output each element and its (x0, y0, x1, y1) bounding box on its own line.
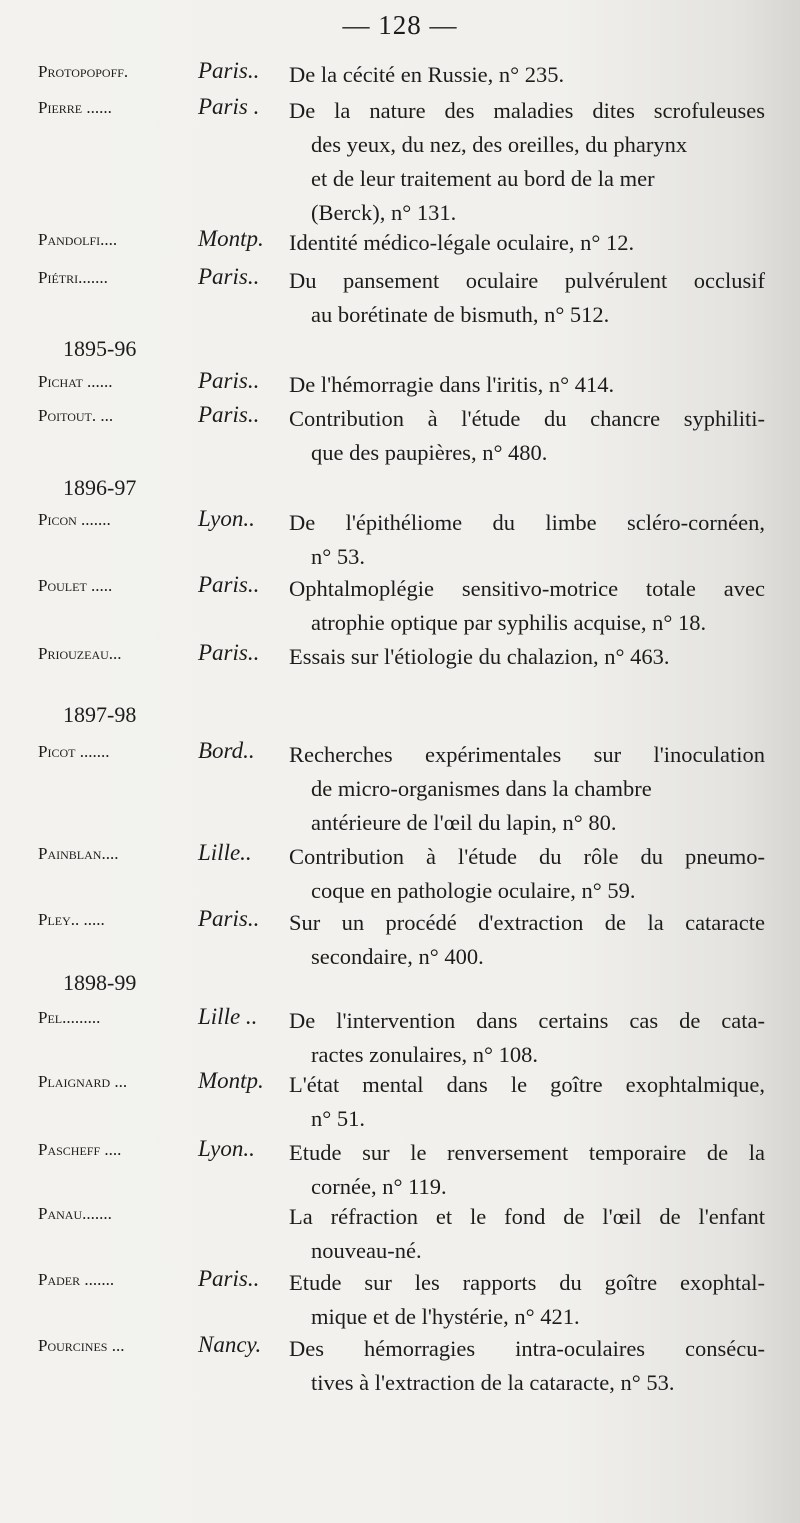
thesis-entry (0, 226, 800, 260)
university-city: Bord.. (198, 738, 255, 763)
thesis-entry (0, 368, 800, 402)
thesis-entry (0, 506, 800, 574)
year-heading: 1895-96 (63, 336, 137, 361)
thesis-entry (0, 58, 800, 92)
university-city: Paris.. (198, 58, 260, 83)
university-city: Lyon.. (198, 1136, 255, 1161)
year-heading: 1896-97 (63, 475, 137, 500)
title-line: et de leur traitement au bord de la mer (311, 166, 655, 191)
thesis-title (289, 906, 765, 974)
thesis-title (289, 226, 765, 260)
title-line: Des hémorragies intra-oculaires consécu- (289, 1336, 765, 1361)
thesis-entry (0, 906, 800, 974)
thesis-title (289, 1200, 765, 1268)
thesis-title (289, 506, 765, 574)
title-line: de micro-organismes dans la chambre (311, 776, 652, 801)
title-line: Identité médico-légale oculaire, n° 12. (289, 230, 635, 255)
author-name: Pader ....... (38, 1270, 115, 1289)
title-line: De l'hémorragie dans l'iritis, n° 414. (289, 372, 615, 397)
thesis-title (289, 1136, 765, 1204)
title-line: coque en pathologie oculaire, n° 59. (311, 878, 636, 903)
title-line: Du pansement oculaire pulvérulent occlusif (289, 268, 765, 293)
author-name: Poitout. ... (38, 406, 114, 425)
university-city: Paris.. (198, 906, 260, 931)
author-name: Piétri....... (38, 268, 108, 287)
university-city: Paris.. (198, 640, 260, 665)
author-name: Pichat ...... (38, 372, 113, 391)
author-name: Poulet ..... (38, 576, 113, 595)
title-line: De l'intervention dans certains cas de cata- (289, 1008, 765, 1033)
university-city: Montp. (198, 1068, 264, 1093)
title-line: atrophie optique par syphilis acquise, n° 18. (311, 610, 707, 635)
thesis-title (289, 1068, 765, 1136)
title-line: que des paupières, n° 480. (311, 440, 548, 465)
title-line: De la cécité en Russie, n° 235. (289, 62, 565, 87)
university-city: Lille .. (198, 1004, 258, 1029)
title-line: Contribution à l'étude du rôle du pneumo- (289, 844, 765, 869)
thesis-entry (0, 1068, 800, 1136)
thesis-title (289, 402, 765, 470)
thesis-entry (0, 1004, 800, 1072)
title-line: Etude sur le renversement temporaire de la (289, 1140, 765, 1165)
thesis-title (289, 264, 765, 332)
title-line: des yeux, du nez, des oreilles, du pharynx (311, 132, 688, 157)
thesis-entry (0, 840, 800, 908)
author-name: Painblan.... (38, 844, 119, 863)
thesis-entry (0, 572, 800, 640)
page-number: — 128 — (342, 10, 458, 40)
thesis-entry (0, 738, 800, 840)
thesis-entry (0, 1266, 800, 1334)
thesis-entry (0, 264, 800, 332)
thesis-entry (0, 402, 800, 470)
title-line: De la nature des maladies dites scrofuleuses (289, 98, 765, 123)
title-line: Etude sur les rapports du goître exophtal- (289, 1270, 765, 1295)
title-line: Essais sur l'étiologie du chalazion, n° 463. (289, 644, 670, 669)
thesis-entry (0, 1200, 800, 1268)
university-city: Paris.. (198, 1266, 260, 1291)
university-city: Montp. (198, 226, 264, 251)
title-line: au borétinate de bismuth, n° 512. (311, 302, 610, 327)
title-line: antérieure de l'œil du lapin, n° 80. (311, 810, 617, 835)
author-name: Picot ....... (38, 742, 110, 761)
title-line: mique et de l'hystérie, n° 421. (311, 1304, 580, 1329)
author-name: Pel......... (38, 1008, 101, 1027)
thesis-title (289, 58, 765, 92)
title-line: ractes zonulaires, n° 108. (311, 1042, 539, 1067)
university-city: Lille.. (198, 840, 252, 865)
author-name: Protopopoff. (38, 62, 129, 81)
author-name: Pley.. ..... (38, 910, 105, 929)
university-city: Nancy. (198, 1332, 262, 1357)
title-line: n° 53. (311, 544, 365, 569)
title-line: Ophtalmoplégie sensitivo-motrice totale avec (289, 576, 765, 601)
title-line: (Berck), n° 131. (311, 200, 457, 225)
title-line: Sur un procédé d'extraction de la cataracte (289, 910, 765, 935)
university-city: Paris.. (198, 572, 260, 597)
university-city: Paris . (198, 94, 260, 119)
thesis-title (289, 1266, 765, 1334)
university-city: Lyon.. (198, 506, 255, 531)
title-line: tives à l'extraction de la cataracte, n° 53. (311, 1370, 675, 1395)
year-heading: 1897-98 (63, 702, 137, 727)
title-line: nouveau-né. (311, 1238, 422, 1263)
title-line: L'état mental dans le goître exophtalmique, (289, 1072, 765, 1097)
author-name: Panau....... (38, 1204, 112, 1223)
thesis-title (289, 738, 765, 840)
title-line: Recherches expérimentales sur l'inoculation (289, 742, 765, 767)
university-city: Paris.. (198, 402, 260, 427)
author-name: Pierre ...... (38, 98, 112, 117)
thesis-title (289, 1004, 765, 1072)
thesis-title (289, 840, 765, 908)
title-line: De l'épithéliome du limbe scléro-cornéen, (289, 510, 765, 535)
thesis-title (289, 572, 765, 640)
thesis-title (289, 640, 765, 674)
author-name: Picon ....... (38, 510, 111, 529)
title-line: Contribution à l'étude du chancre syphiliti- (289, 406, 765, 431)
thesis-title (289, 1332, 765, 1400)
author-name: Plaignard ... (38, 1072, 128, 1091)
author-name: Pourcines ... (38, 1336, 125, 1355)
year-heading: 1898-99 (63, 970, 137, 995)
thesis-entry (0, 1332, 800, 1400)
author-name: Pandolfi.... (38, 230, 118, 249)
title-line: secondaire, n° 400. (311, 944, 484, 969)
university-city: Paris.. (198, 264, 260, 289)
thesis-entry (0, 640, 800, 674)
title-line: cornée, n° 119. (311, 1174, 447, 1199)
author-name: Priouzeau... (38, 644, 122, 663)
thesis-entry (0, 1136, 800, 1204)
university-city: Paris.. (198, 368, 260, 393)
thesis-title (289, 368, 765, 402)
title-line: La réfraction et le fond de l'œil de l'enfant (289, 1204, 765, 1229)
author-name: Pascheff .... (38, 1140, 122, 1159)
thesis-title (289, 94, 765, 230)
thesis-entry (0, 94, 800, 230)
title-line: n° 51. (311, 1106, 365, 1131)
